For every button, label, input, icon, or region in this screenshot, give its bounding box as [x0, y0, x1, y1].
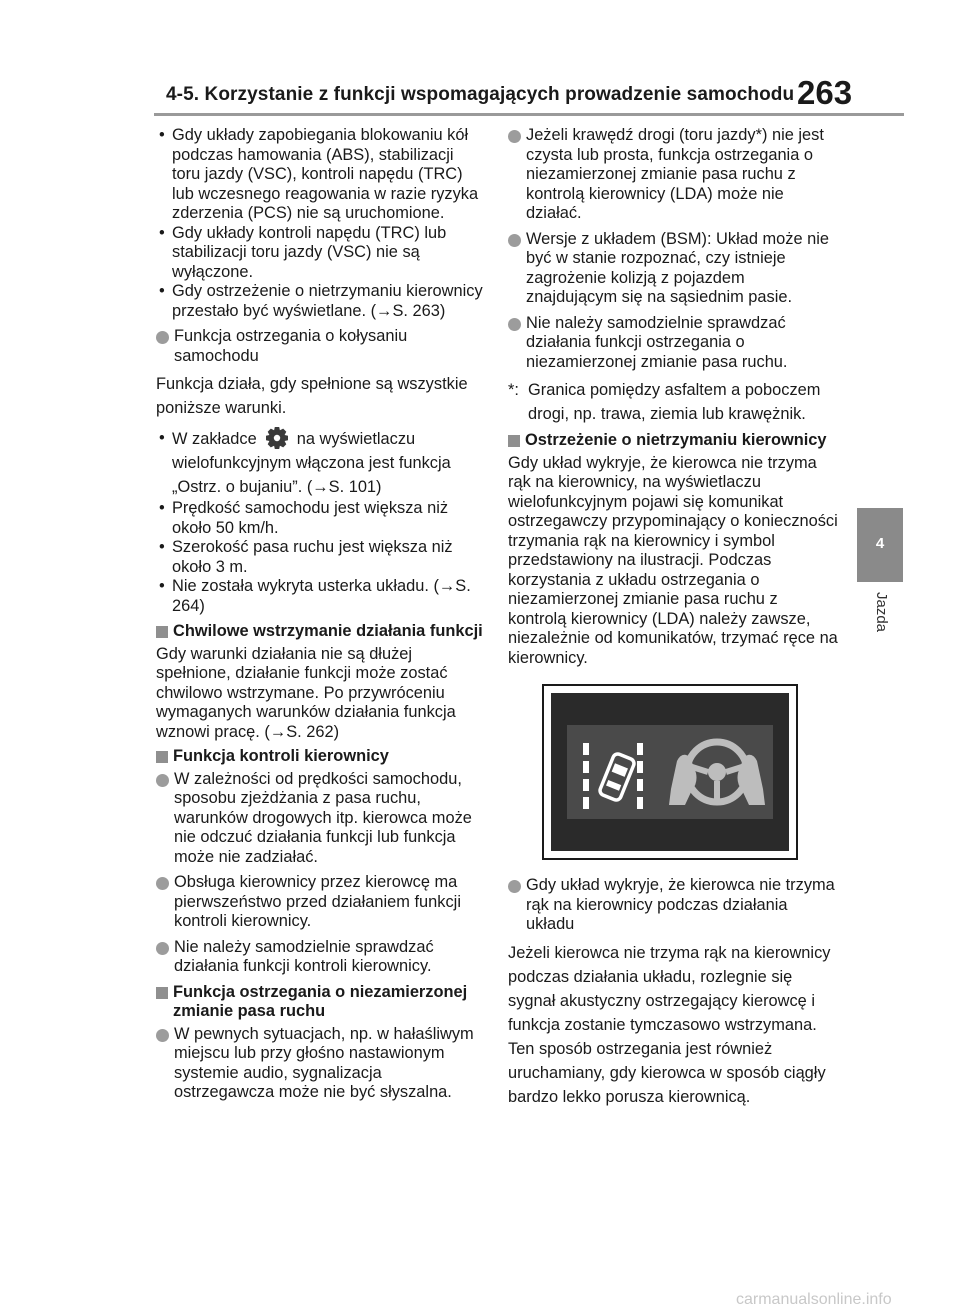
steering-note — [156, 873, 484, 932]
list-item: • Szerokość pasa ruchu jest większa niż około 3 m. — [156, 538, 484, 577]
left-column — [156, 126, 484, 1109]
sway-condition-pre: W zakładce — [172, 430, 257, 448]
steering-control-heading — [156, 747, 484, 767]
hands-off-heading — [508, 431, 838, 451]
warning-display-graphic — [551, 693, 789, 851]
circle-bullet-icon — [156, 942, 169, 955]
square-bullet-icon — [156, 626, 168, 638]
pause-heading — [156, 622, 484, 642]
hands-off-detected-text: Gdy układ wykryje, że kierowca nie trzyma rąk na kierownicy podczas działania układu — [526, 876, 835, 933]
gear-icon — [263, 426, 291, 450]
steering-control-heading-text: Funkcja kontroli kierownicy — [173, 747, 389, 765]
lane-note — [508, 314, 838, 373]
steering-note — [156, 938, 484, 977]
intro-bullet-list — [156, 126, 484, 321]
circle-bullet-icon — [156, 1029, 169, 1042]
lane-departure-heading-text: Funkcja ostrzegania o niezamierzonej zmianie pasa ruchu — [173, 982, 468, 1020]
section-title: 4-5. Korzystanie z funkcji wspomagających prowadzenie samochodu — [166, 84, 795, 105]
list-item: • Gdy układy zapobiegania blokowaniu kół podczas hamowania (ABS), stabilizacji toru jazdy (VSC), kontroli napędu (TRC) lub wczesnego reagowania w razie ryzyka zderzenia (PCS) nie są uruchomione. — [156, 126, 484, 224]
circle-bullet-icon — [156, 774, 169, 787]
hands-off-detected-item — [508, 876, 838, 935]
header-divider — [154, 113, 904, 116]
sway-warning-item — [156, 327, 484, 366]
steering-note-text: Nie należy samodzielnie sprawdzać działania funkcji kontroli kierownicy. — [174, 937, 434, 975]
lane-note-text: Nie należy samodzielnie sprawdzać działania funkcji ostrzegania o niezamierzonej zmianie pasa ruchu. — [526, 313, 788, 371]
hands-off-warning-illustration — [542, 684, 798, 860]
sway-condition-post: na wyświetlaczu wielofunkcyjnym włączona jest funkcja „Ostrz. o bujaniu”. (→S. 101) — [172, 430, 451, 496]
lane-note-text: Wersje z układem (BSM): Układ może nie być w stanie rozpoznać, czy istnieje zagrożenie kolizją z pojazdem znajdującym się na sąsiednim pasie. — [526, 229, 830, 306]
square-bullet-icon — [508, 435, 520, 447]
circle-bullet-icon — [508, 318, 521, 331]
circle-bullet-icon — [156, 877, 169, 890]
footnote — [508, 378, 838, 426]
page-header — [0, 0, 960, 118]
site-watermark: carmanualsonline.info — [736, 1291, 892, 1308]
footnote-text: Granica pomiędzy asfaltem a poboczem drogi, np. trawa, ziemia lub krawężnik. — [528, 381, 821, 423]
list-item: • Gdy układy kontroli napędu (TRC) lub stabilizacji toru jazdy (VSC) nie są wyłączone. — [156, 224, 484, 283]
hands-off-text: Gdy układ wykryje, że kierowca nie trzyma rąk na kierownicy, na wyświetlaczu wielofunkcyjnym pojawi się komunikat ostrzegawczy przypominający o konieczności trzymania rąk na kierownicy i symbol przedstawiony na ilustracji. Podczas korzystania z układu ostrzegania o niezamierzonej zmianie pasa ruchu z kontrolą kierownicy (LDA) należy zawsze, niezależnie od komunikatów, trzymać ręce na kierownicy. — [508, 453, 838, 667]
lane-departure-note-text: W pewnych sytuacjach, np. w hałaśliwym miejscu lub przy głośno nastawionym systemie audio, sygnalizacja ostrzegawcza może nie być słyszalna. — [174, 1024, 474, 1101]
lane-note-text: Jeżeli krawędź drogi (toru jazdy*) nie jest czysta lub prosta, funkcja ostrzegania o niezamierzonej zmianie pasa ruchu z kontrolą kierownicy (LDA) może nie działać. — [526, 126, 824, 222]
chapter-tab[interactable]: 4 — [857, 508, 903, 582]
steering-note-text: Obsługa kierownicy przez kierowcę ma pierwszeństwo przed działaniem funkcji kontroli kierownicy. — [174, 873, 461, 930]
list-item: • Gdy ostrzeżenie o nietrzymaniu kierownicy przestało być wyświetlane. (→S. 263) — [156, 282, 484, 321]
circle-bullet-icon — [156, 331, 169, 344]
lane-departure-heading — [156, 983, 484, 1022]
display-panel — [551, 693, 789, 851]
lane-note — [508, 126, 838, 224]
circle-bullet-icon — [508, 880, 521, 893]
lane-departure-note — [156, 1025, 484, 1103]
sway-warning-title: Funkcja ostrzegania o kołysaniu samochodu — [174, 327, 408, 365]
steering-note-text: W zależności od prędkości samochodu, sposobu zjeżdżania z pasa ruchu, warunków drogowych itp. kierowca może nie odczuć działania funkcji lub funkcja może nie zadziałać. — [174, 769, 472, 866]
pause-text: Gdy warunki działania nie są dłużej spełnione, działanie funkcji może zostać chwilowo wstrzymane. Po przywróceniu wymaganych warunków działania funkcja wznowi pracę. (→S. 262) — [156, 644, 456, 741]
sway-conditions-list — [156, 426, 484, 616]
chapter-label: Jazda — [873, 592, 890, 633]
list-item — [156, 426, 484, 499]
square-bullet-icon — [156, 987, 168, 999]
footnote-mark: *: — [508, 381, 519, 399]
list-item: • Prędkość samochodu jest większa niż około 50 km/h. — [156, 499, 484, 538]
pause-heading-text: Chwilowe wstrzymanie działania funkcji — [173, 622, 483, 640]
page-number: 263 — [797, 74, 853, 111]
lane-note — [508, 230, 838, 308]
list-item: • Nie została wykryta usterka układu. (→S. 264) — [156, 577, 484, 616]
circle-bullet-icon — [508, 234, 521, 247]
square-bullet-icon — [156, 751, 168, 763]
circle-bullet-icon — [508, 130, 521, 143]
steering-note — [156, 770, 484, 868]
hands-off-explanation: Jeżeli kierowca nie trzyma rąk na kierownicy podczas działania układu, rozlegnie się sygnał akustyczny ostrzegający kierowcę i funkcja zostanie tymczasowo wstrzymana. Ten sposób ostrzegania jest również uruchamiany, gdy kierowca w sposób ciągły bardzo lekko porusza kierownicą. — [508, 943, 831, 1106]
right-column — [508, 126, 838, 1115]
sway-intro: Funkcja działa, gdy spełnione są wszystkie poniższe warunki. — [156, 375, 468, 417]
hands-off-heading-text: Ostrzeżenie o nietrzymaniu kierownicy — [525, 431, 827, 449]
